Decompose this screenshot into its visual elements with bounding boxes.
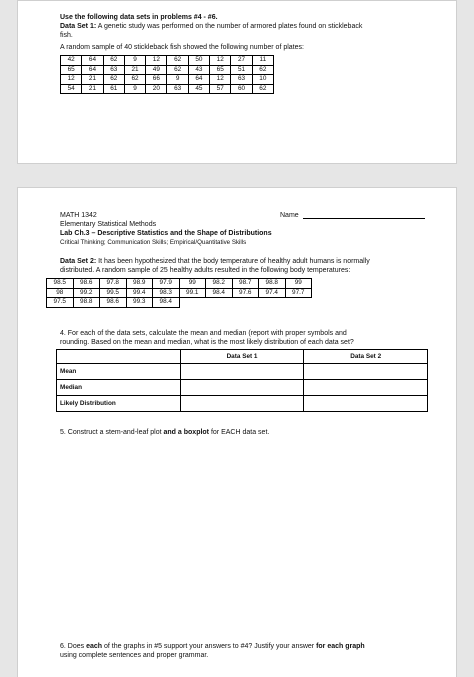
table-cell: 21 bbox=[82, 75, 103, 85]
table-cell: 21 bbox=[124, 65, 145, 75]
dataset1-table bbox=[60, 55, 274, 94]
table-cell: 62 bbox=[252, 84, 273, 94]
table-cell: 98.3 bbox=[153, 288, 180, 298]
skills-line: Critical Thinking; Communication Skills; Empirical/Quantitative Skills bbox=[60, 239, 247, 246]
table-cell: 49 bbox=[146, 65, 167, 75]
table-row bbox=[47, 279, 312, 289]
results-answer-cell[interactable] bbox=[180, 380, 304, 396]
page-heading: Use the following data sets in problems #4 - #6. bbox=[60, 14, 218, 21]
table-cell: 9 bbox=[124, 84, 145, 94]
course-title: Elementary Statistical Methods bbox=[60, 221, 157, 228]
table-cell: 62 bbox=[252, 65, 273, 75]
table-cell: 62 bbox=[103, 56, 124, 66]
question6-line1 bbox=[60, 642, 365, 651]
table-cell: 63 bbox=[231, 75, 252, 85]
name-label: Name bbox=[280, 212, 299, 219]
table-row bbox=[61, 56, 274, 66]
table-cell: 99.2 bbox=[73, 288, 100, 298]
table-cell: 98.8 bbox=[73, 298, 100, 308]
table-cell: 51 bbox=[231, 65, 252, 75]
table-cell: 98.4 bbox=[206, 288, 233, 298]
table-row bbox=[61, 65, 274, 75]
dataset2-text-line1: It has been hypothesized that the body temperature of healthy adult humans is normally bbox=[98, 258, 370, 265]
table-cell: 97.7 bbox=[285, 288, 312, 298]
table-row bbox=[47, 298, 312, 308]
dataset2-label: Data Set 2: bbox=[60, 258, 97, 265]
table-cell: 54 bbox=[61, 84, 82, 94]
question5-suffix: for EACH data set. bbox=[210, 429, 270, 436]
table-cell: 21 bbox=[82, 84, 103, 94]
results-answer-cell[interactable] bbox=[180, 396, 304, 412]
results-header-cell bbox=[57, 350, 181, 364]
dataset1-text-line2: fish. bbox=[60, 32, 73, 39]
table-cell: 61 bbox=[103, 84, 124, 94]
table-cell: 99 bbox=[179, 279, 206, 289]
table-cell: 12 bbox=[210, 75, 231, 85]
table-cell: 62 bbox=[124, 75, 145, 85]
dataset1-sample-text: A random sample of 40 stickleback fish showed the following number of plates: bbox=[60, 44, 304, 51]
table-cell: 50 bbox=[188, 56, 209, 66]
question6-each: each bbox=[86, 643, 103, 650]
question6-bold: for each graph bbox=[316, 643, 365, 650]
table-cell: 12 bbox=[146, 56, 167, 66]
question4-line1: 4. For each of the data sets, calculate the mean and median (report with proper symbols and bbox=[60, 330, 347, 337]
question5-bold: and a boxplot bbox=[163, 429, 210, 436]
table-cell: 99.5 bbox=[100, 288, 127, 298]
question6-mid: of the graphs in #5 support your answers to #4? Justify your answer bbox=[104, 643, 315, 650]
table-cell: 9 bbox=[124, 56, 145, 66]
table-cell: 62 bbox=[103, 75, 124, 85]
table-cell: 98.6 bbox=[100, 298, 127, 308]
results-header-cell: Data Set 1 bbox=[180, 350, 304, 364]
table-row bbox=[61, 84, 274, 94]
table-cell: 20 bbox=[146, 84, 167, 94]
table-cell: 98.4 bbox=[153, 298, 180, 308]
table-cell: 12 bbox=[210, 56, 231, 66]
dataset2-description bbox=[60, 257, 370, 266]
lab-title: Lab Ch.3 – Descriptive Statistics and the Shape of Distributions bbox=[60, 230, 272, 237]
results-answer-cell[interactable] bbox=[304, 364, 428, 380]
results-header-row bbox=[57, 350, 428, 364]
table-cell: 98.9 bbox=[126, 279, 153, 289]
table-cell: 65 bbox=[61, 65, 82, 75]
results-answer-cell[interactable] bbox=[304, 396, 428, 412]
results-table bbox=[56, 349, 428, 412]
table-cell: 99.3 bbox=[126, 298, 153, 308]
question6-line2: using complete sentences and proper grammar. bbox=[60, 652, 209, 659]
table-cell: 98.8 bbox=[259, 279, 286, 289]
table-cell: 99.1 bbox=[179, 288, 206, 298]
dataset2-table bbox=[46, 278, 312, 308]
table-cell: 27 bbox=[231, 56, 252, 66]
course-code: MATH 1342 bbox=[60, 212, 97, 219]
question4-line2: rounding. Based on the mean and median, what is the most likely distribution of each data set? bbox=[60, 339, 354, 346]
worksheet-page-1 bbox=[17, 0, 457, 164]
table-cell: 11 bbox=[252, 56, 273, 66]
dataset1-label: Data Set 1: bbox=[60, 23, 97, 30]
results-header-cell: Data Set 2 bbox=[304, 350, 428, 364]
table-cell: 62 bbox=[167, 65, 188, 75]
results-row-label: Mean bbox=[57, 364, 181, 380]
dataset1-description bbox=[60, 22, 362, 31]
table-cell: 57 bbox=[210, 84, 231, 94]
results-row-label: Likely Distribution bbox=[57, 396, 181, 412]
worksheet-page-2 bbox=[17, 187, 457, 677]
table-cell: 97.6 bbox=[232, 288, 259, 298]
table-cell: 99 bbox=[285, 279, 312, 289]
table-cell: 62 bbox=[167, 56, 188, 66]
table-cell: 45 bbox=[188, 84, 209, 94]
results-row-label: Median bbox=[57, 380, 181, 396]
table-cell: 99.4 bbox=[126, 288, 153, 298]
results-row bbox=[57, 396, 428, 412]
table-cell: 97.9 bbox=[153, 279, 180, 289]
question5-prefix: 5. Construct a stem-and-leaf plot bbox=[60, 429, 162, 436]
table-cell: 64 bbox=[82, 56, 103, 66]
dataset2-text-line2: distributed. A random sample of 25 healthy adults resulted in the following body temperatures: bbox=[60, 267, 351, 274]
table-cell: 63 bbox=[167, 84, 188, 94]
table-cell: 64 bbox=[82, 65, 103, 75]
table-cell: 42 bbox=[61, 56, 82, 66]
table-row bbox=[47, 288, 312, 298]
table-cell: 43 bbox=[188, 65, 209, 75]
table-cell: 97.4 bbox=[259, 288, 286, 298]
table-cell: 98 bbox=[47, 288, 74, 298]
results-answer-cell[interactable] bbox=[304, 380, 428, 396]
table-cell: 97.5 bbox=[47, 298, 74, 308]
table-cell: 98.2 bbox=[206, 279, 233, 289]
table-cell: 64 bbox=[188, 75, 209, 85]
table-cell: 9 bbox=[167, 75, 188, 85]
table-cell: 66 bbox=[146, 75, 167, 85]
table-cell: 98.6 bbox=[73, 279, 100, 289]
results-answer-cell[interactable] bbox=[180, 364, 304, 380]
table-cell: 98.5 bbox=[47, 279, 74, 289]
question6-prefix: 6. Does bbox=[60, 643, 85, 650]
table-cell: 10 bbox=[252, 75, 273, 85]
table-cell: 63 bbox=[103, 65, 124, 75]
table-cell: 97.8 bbox=[100, 279, 127, 289]
question5 bbox=[60, 428, 269, 437]
table-cell: 98.7 bbox=[232, 279, 259, 289]
table-row bbox=[61, 75, 274, 85]
results-row bbox=[57, 364, 428, 380]
table-cell: 12 bbox=[61, 75, 82, 85]
table-cell: 60 bbox=[231, 84, 252, 94]
table-cell: 65 bbox=[210, 65, 231, 75]
name-line bbox=[303, 218, 425, 219]
dataset1-text-line1: A genetic study was performed on the number of armored plates found on stickleback bbox=[97, 23, 363, 30]
results-row bbox=[57, 380, 428, 396]
